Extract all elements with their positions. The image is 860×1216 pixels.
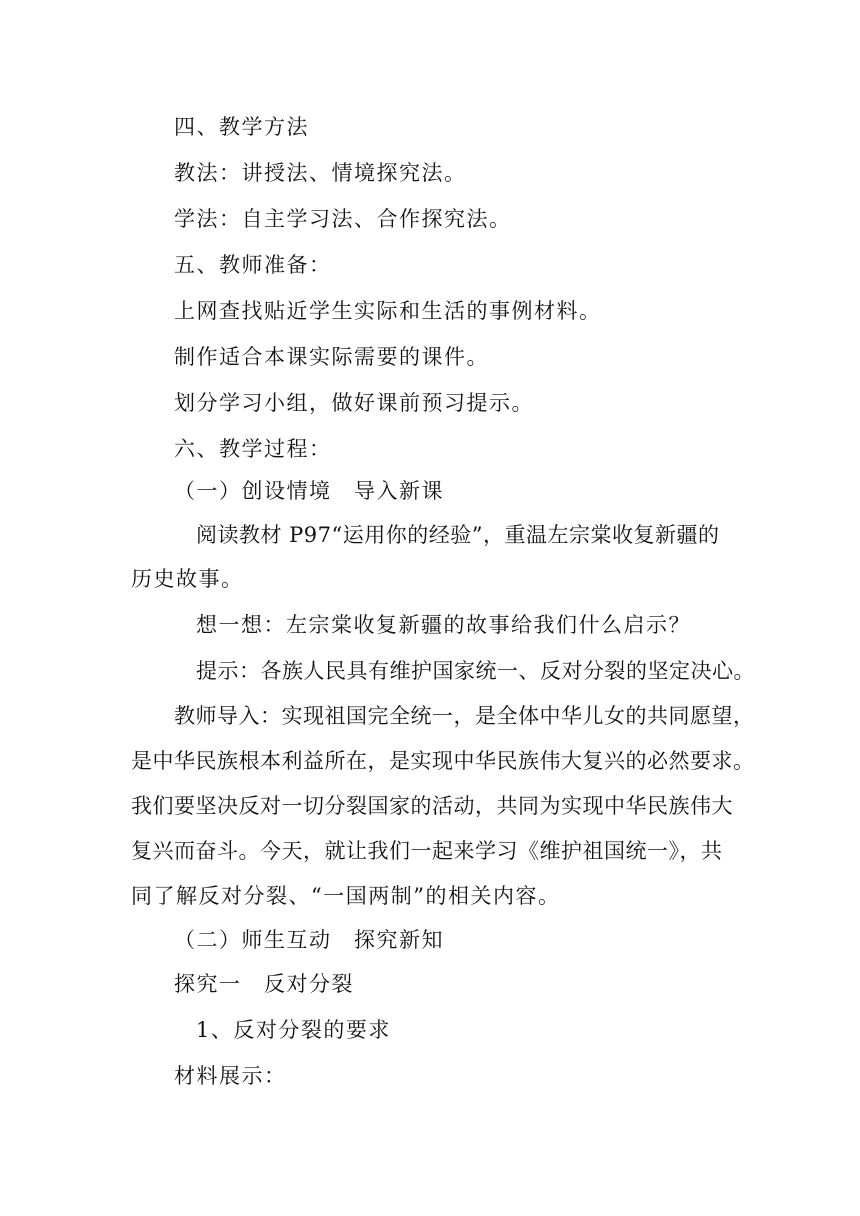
material-display-label: 材料展示： bbox=[174, 1064, 287, 1088]
preparation-item-3: 划分学习小组，做好课前预习提示。 bbox=[174, 391, 534, 415]
preparation-item-2: 制作适合本课实际需要的课件。 bbox=[174, 345, 489, 369]
paragraph-read-textbook-cont: 历史故事。 bbox=[131, 567, 244, 591]
learning-method-line: 学法：自主学习法、合作探究法。 bbox=[174, 207, 512, 231]
subheading-interaction: （二）师生互动 探究新知 bbox=[174, 928, 444, 952]
paragraph-think: 想一想：左宗棠收复新疆的故事给我们什么启示？ bbox=[196, 613, 691, 637]
paragraph-teacher-intro-cont-2: 我们要坚决反对一切分裂国家的活动，共同为实现中华民族伟大 bbox=[131, 794, 733, 818]
paragraph-teacher-intro-cont-3: 复兴而奋斗。今天，就让我们一起来学习《维护祖国统一》，共 bbox=[131, 839, 723, 863]
subheading-explore-1: 探究一 反对分裂 bbox=[174, 972, 354, 996]
heading-teacher-preparation: 五、教师准备： bbox=[174, 253, 332, 277]
paragraph-read-textbook: 阅读教材 P97“运用你的经验”，重温左宗棠收复新疆的 bbox=[196, 523, 720, 547]
paragraph-teacher-intro-cont-1: 是中华民族根本利益所在，是实现中华民族伟大复兴的必然要求。 bbox=[131, 749, 755, 773]
subheading-create-situation: （一）创设情境 导入新课 bbox=[174, 479, 444, 503]
heading-teaching-methods: 四、教学方法 bbox=[174, 115, 309, 139]
teaching-method-line: 教法：讲授法、情境探究法。 bbox=[174, 161, 467, 185]
subheading-requirement: 1、反对分裂的要求 bbox=[196, 1018, 391, 1042]
paragraph-teacher-intro: 教师导入：实现祖国完全统一，是全体中华儿女的共同愿望， bbox=[174, 704, 755, 728]
heading-teaching-process: 六、教学过程： bbox=[174, 437, 332, 461]
paragraph-teacher-intro-cont-4: 同了解反对分裂、“一国两制”的相关内容。 bbox=[131, 884, 561, 908]
preparation-item-1: 上网查找贴近学生实际和生活的事例材料。 bbox=[174, 299, 602, 323]
paragraph-hint: 提示：各族人民具有维护国家统一、反对分裂的坚定决心。 bbox=[196, 659, 755, 683]
